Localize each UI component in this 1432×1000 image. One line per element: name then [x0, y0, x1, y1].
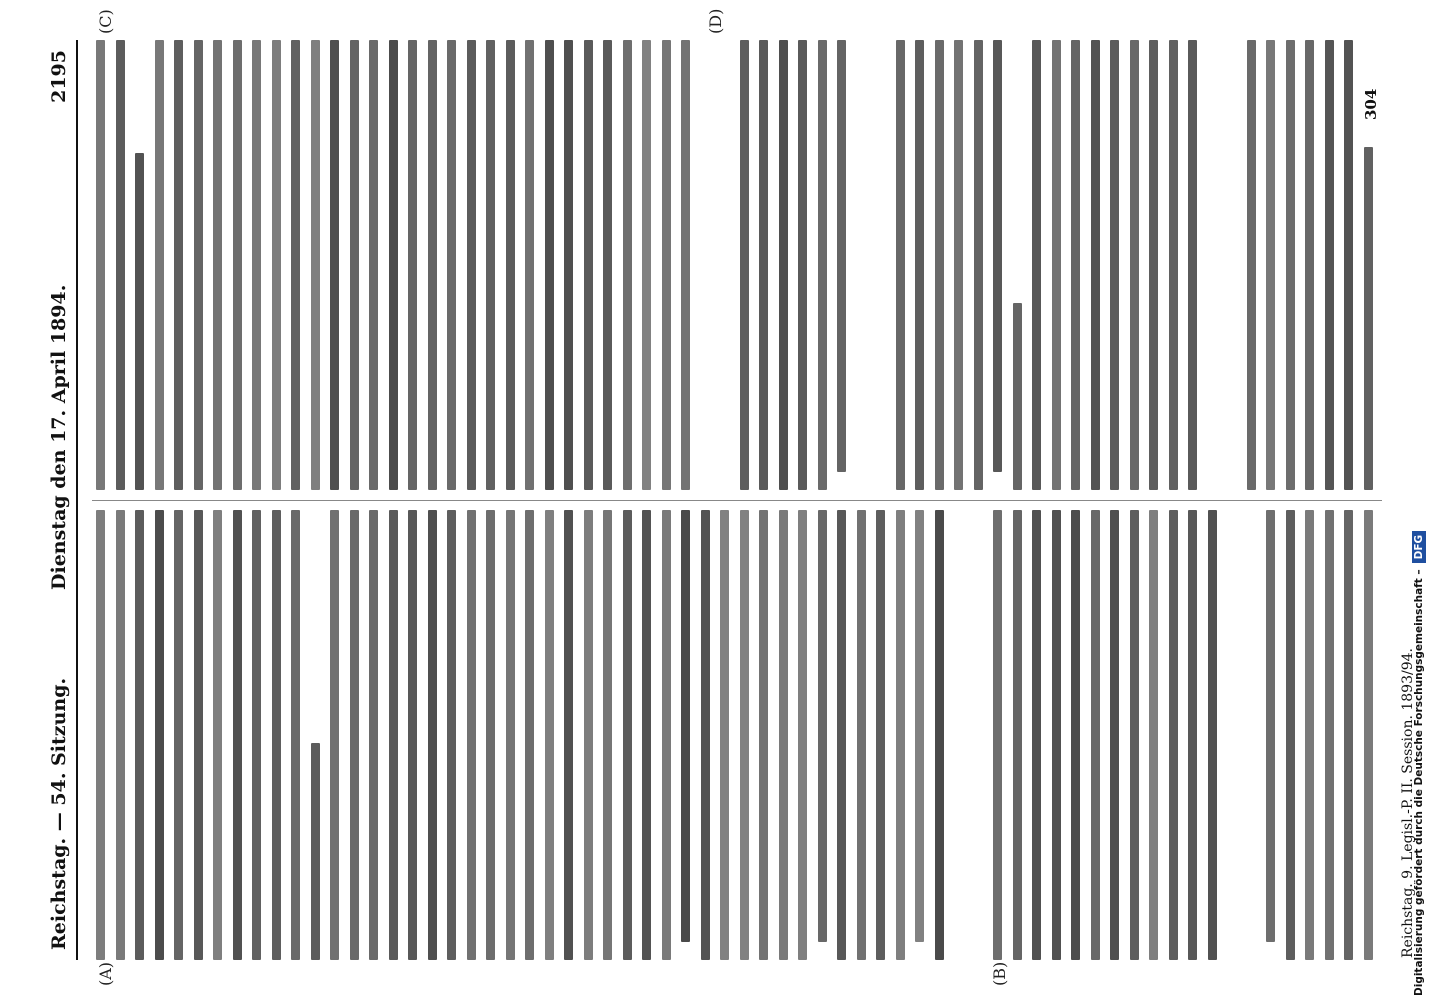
text-line [993, 40, 1002, 472]
text-line [1305, 40, 1314, 490]
text-line [837, 40, 846, 472]
text-line [350, 510, 359, 960]
text-line [408, 40, 417, 490]
text-line [213, 40, 222, 490]
text-line [135, 510, 144, 960]
text-line [408, 510, 417, 960]
text-line [1130, 40, 1139, 490]
text-line [1208, 510, 1217, 960]
text-line [759, 40, 768, 490]
text-line [194, 40, 203, 490]
text-line [369, 40, 378, 490]
text-line [837, 510, 846, 960]
header-session: Reichstag. — 54. Sitzung. [48, 677, 70, 950]
text-line [1110, 40, 1119, 490]
text-line [935, 510, 944, 960]
text-line [96, 510, 105, 960]
text-line [1071, 510, 1080, 960]
text-line [1305, 510, 1314, 960]
text-line [1013, 510, 1022, 960]
text-line [545, 510, 554, 960]
text-line [564, 40, 573, 490]
credit-text: Digitalisierung gefördert durch die Deutsche Forschungsgemeinschaft – [1413, 569, 1425, 996]
text-line [896, 40, 905, 490]
text-line [1344, 40, 1353, 490]
text-line [1364, 510, 1373, 960]
margin-marker-c: (C) [96, 9, 115, 34]
text-line [623, 510, 632, 960]
margin-marker-a: (A) [96, 961, 115, 986]
text-line [252, 40, 261, 490]
text-line [194, 510, 203, 960]
text-line [915, 40, 924, 490]
text-line [311, 40, 320, 490]
text-line [876, 510, 885, 960]
text-line [623, 40, 632, 490]
text-line [135, 153, 144, 490]
text-line [564, 510, 573, 960]
text-line [798, 510, 807, 960]
text-line [174, 510, 183, 960]
text-column-right [90, 40, 1390, 490]
text-line [584, 510, 593, 960]
text-line [1091, 40, 1100, 490]
text-line [1032, 510, 1041, 960]
text-line [311, 744, 320, 961]
page-signature: 304 [1362, 88, 1380, 120]
text-line [818, 510, 827, 942]
text-line [467, 510, 476, 960]
text-line [720, 510, 729, 960]
text-line [428, 510, 437, 960]
text-line [603, 40, 612, 490]
text-line [1188, 40, 1197, 490]
text-line [603, 510, 612, 960]
text-line [701, 510, 710, 960]
text-line [96, 40, 105, 490]
text-line [681, 510, 690, 942]
text-line [1325, 40, 1334, 490]
text-line [935, 40, 944, 490]
text-line [681, 40, 690, 490]
text-line [1169, 40, 1178, 490]
text-line [1110, 510, 1119, 960]
text-line [857, 510, 866, 960]
digitization-credit [1412, 0, 1426, 996]
text-line [1325, 510, 1334, 960]
margin-marker-d: (D) [706, 8, 725, 34]
text-line [252, 510, 261, 960]
text-line [1052, 510, 1061, 960]
text-line [486, 510, 495, 960]
header-date: Dienstag den 17. April 1894. [48, 284, 70, 590]
text-line [447, 40, 456, 490]
text-line [1364, 147, 1373, 490]
text-line [506, 510, 515, 960]
text-line [1052, 40, 1061, 490]
dfg-logo: DFG [1412, 531, 1426, 564]
text-line [779, 510, 788, 960]
text-line [1286, 510, 1295, 960]
header-page-number: 2195 [48, 50, 70, 103]
column-divider [92, 500, 1382, 501]
text-line [1247, 40, 1256, 490]
text-line [233, 40, 242, 490]
text-line [818, 40, 827, 490]
text-line [330, 40, 339, 490]
text-line [116, 40, 125, 490]
margin-marker-b: (B) [990, 961, 1009, 986]
text-line [1130, 510, 1139, 960]
text-line [389, 510, 398, 960]
text-line [974, 40, 983, 490]
text-line [155, 40, 164, 490]
text-line [798, 40, 807, 490]
text-line [174, 40, 183, 490]
text-line [1032, 40, 1041, 490]
text-line [467, 40, 476, 490]
text-line [954, 40, 963, 490]
text-line [525, 40, 534, 490]
text-line [369, 510, 378, 960]
text-line [1286, 40, 1295, 490]
text-line [1071, 40, 1080, 490]
text-line [1344, 510, 1353, 960]
text-line [1188, 510, 1197, 960]
text-line [330, 510, 339, 960]
text-line [506, 40, 515, 490]
text-line [389, 40, 398, 490]
text-line [740, 40, 749, 490]
text-line [642, 510, 651, 960]
text-line [272, 510, 281, 960]
text-line [1266, 40, 1275, 490]
text-line [1169, 510, 1178, 960]
text-line [272, 40, 281, 490]
text-line [1091, 510, 1100, 960]
text-line [915, 510, 924, 942]
text-line [1266, 510, 1275, 942]
text-line [759, 510, 768, 960]
running-header [46, 40, 78, 960]
text-line [896, 510, 905, 960]
text-line [291, 40, 300, 490]
text-line [1149, 40, 1158, 490]
text-line [486, 40, 495, 490]
text-line [525, 510, 534, 960]
text-line [545, 40, 554, 490]
text-line [993, 510, 1002, 960]
text-line [740, 510, 749, 960]
text-line [662, 40, 671, 490]
text-line [233, 510, 242, 960]
text-line [662, 510, 671, 960]
text-line [1149, 510, 1158, 960]
text-line [447, 510, 456, 960]
footer-note: Reichstag. 9. Legisl.-P. II. Session. 1893/94. [1400, 648, 1416, 958]
text-line [428, 40, 437, 490]
text-column-left [90, 510, 1390, 960]
text-line [155, 510, 164, 960]
text-line [584, 40, 593, 490]
text-line [779, 40, 788, 490]
text-line [350, 40, 359, 490]
text-line [213, 510, 222, 960]
text-line [1013, 303, 1022, 490]
text-line [642, 40, 651, 490]
text-line [116, 510, 125, 960]
text-line [291, 510, 300, 960]
